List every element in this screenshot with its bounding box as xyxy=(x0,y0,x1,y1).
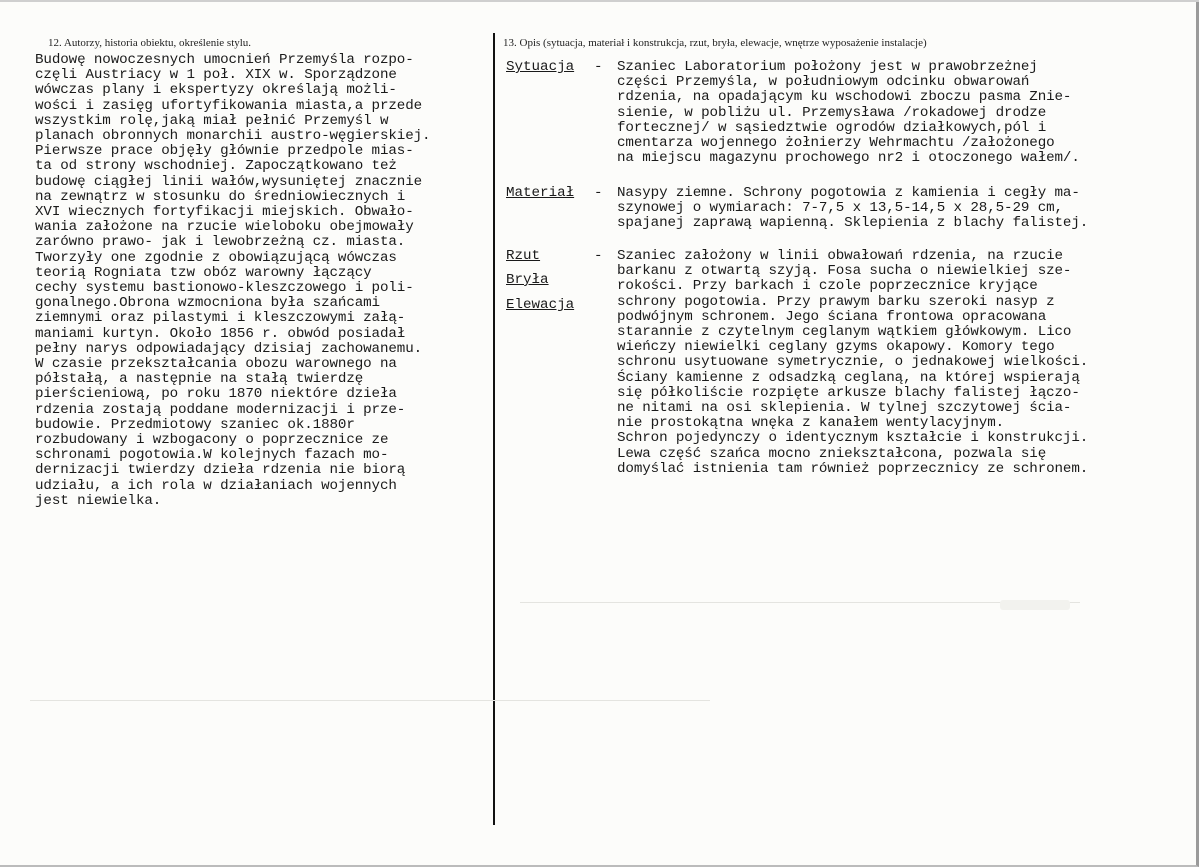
label-bryla: Bryła xyxy=(506,272,549,288)
label-material: Materiał xyxy=(506,185,575,201)
header-left: 12. Autorzy, historia obiektu, określenie stylu. xyxy=(48,37,252,49)
label-sytuacja: Sytuacja xyxy=(506,59,575,75)
dash-material: - xyxy=(594,185,603,201)
dash-rzut: - xyxy=(594,248,603,264)
dash-sytuacja: - xyxy=(594,59,603,75)
column-divider xyxy=(493,33,495,825)
text-sytuacja: Szaniec Laboratorium położony jest w prawobrzeżnej części Przemyśla, w południowym odcinku obwarowań rdzenia, na opadającym ku wschodowi zboczu pasma Znie- sienie, w pobliżu ul. Przemysława /rokadowej drodze fortecznej/ w sąsiedztwie ogrodów działkowych,pól i cmentarza wojennego żołnierzy Wehrmachtu /założonego na miejscu magazynu prochowego nr2 i otoczonego wałem/. xyxy=(617,59,1080,167)
header-right: 13. Opis (sytuacja, materiał i konstrukcja, rzut, bryła, elewacje, wnętrze wyposażenie instalacje) xyxy=(503,37,927,49)
scan-artifact-line xyxy=(30,700,710,701)
card-top-edge xyxy=(0,0,1199,2)
text-rzut-bryla-elewacja: Szaniec założony w linii obwałowań rdzenia, na rzucie barkanu z otwartą szyją. Fosa sucha o niewielkiej sze- rokości. Przy barkach i czole poprzecznice kryjące schrony pogotowia. Przy prawym barku szeroki nasyp z podwójnym schronem. Jego ściana frontowa opracowana starannie z czytelnym ceglanym wątkiem główkowym. Lico wieńczy niewielki ceglany gzyms okapowy. Komory tego schronu usytuowane symetrycznie, o jednakowej wielkości. Ściany kamienne z odsadzką ceglaną, na której wspierają się półkoliście rozpięte arkusze blachy falistej łączo- ne nitami na osi sklepienia. W tylnej szczytowej ścia- nie prostokątna wnęka z kanałem wentylacyjnym. Schron pojedynczy o identycznym kształcie i konstrukcji. Lewa część szańca mocno zniekształcona, pozwala się domyślać istnienia tam również poprzecznicy ze schronem. xyxy=(617,248,1089,477)
label-rzut: Rzut xyxy=(506,248,541,264)
text-material: Nasypy ziemne. Schrony pogotowia z kamienia i cegły ma- szynowej o wymiarach: 7-7,5 x 13,5-14,5 x 28,5-29 cm, spajanej zaprawą wapienną. Sklepienia z blachy falistej. xyxy=(617,185,1089,232)
scan-artifact-smudge xyxy=(1000,600,1070,610)
scan-artifact-line xyxy=(520,602,1080,603)
history-text: Budowę nowoczesnych umocnień Przemyśla rozpo- częli Austriacy w 1 poł. XIX w. Sporządzone wówczas plany i ekspertyzy określają możli- wości i zasięg ufortyfikowania miasta,a przede wszystkim rolę,jaką miał pełnić Przemyśl w planach obronnych monarchii austro-węgierskiej. Pierwsze prace objęły głównie przedpole mias- ta od strony wschodniej. Zapoczątkowano też budowę ciągłej linii wałów,wysuniętej znacznie na zewnątrz w stosunku do średniowiecznych i XVI wiecznych fortyfikacji miejskich. Obwało- wania założone na rzucie wieloboku obejmowały zarówno prawo- jak i lewobrzeżną cz. miasta. Tworzyły one zgodnie z obowiązującą wówczas teorią Rogniata tzw obóz warowny łączący cechy systemu bastionowo-kleszczowego i poli- gonalnego.Obrona wzmocniona była szańcami ziemnymi oraz pilastymi i kleszczowymi załą- maniami kurtyn. Około 1856 r. obwód posiadał pełny narys odpowiadający dzisiaj zachowanemu. W czasie przekształcania obozu warownego na półstałą, a następnie na stałą twierdzę pierścieniową, po roku 1870 niektóre dzieła rdzenia zostają poddane modernizacji i prze- budowie. Przedmiotowy szaniec ok.1880r rozbudowany i wzbogacony o poprzecznice ze schronami pogotowia.W kolejnych fazach mo- dernizacji twierdzy dzieła rdzenia nie biorą udziału, a ich rola w działaniach wojennych jest niewielka. xyxy=(35,52,431,509)
label-elewacja: Elewacja xyxy=(506,297,575,313)
